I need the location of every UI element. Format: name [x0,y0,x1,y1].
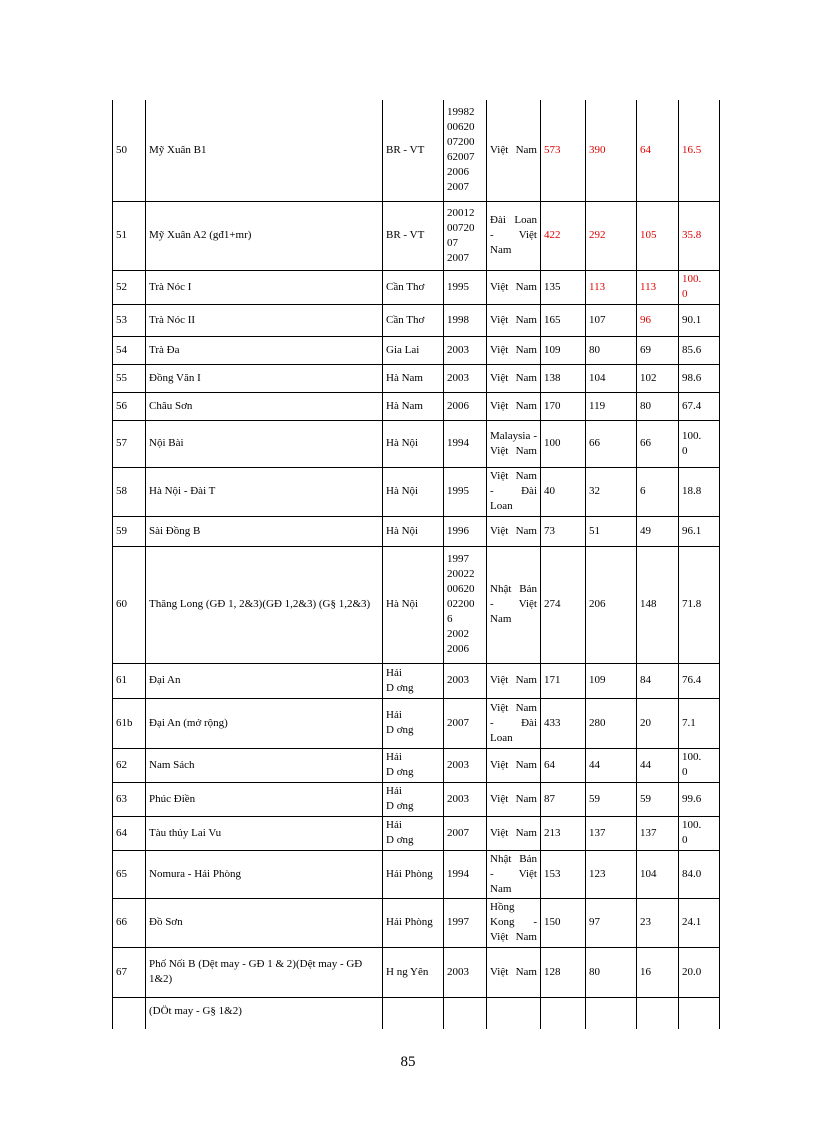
cell-name: Đồ Sơn [146,898,383,947]
table-row [113,546,720,663]
cell-value-1: 170 [541,392,586,420]
cell-year: 1996 [444,516,487,546]
cell-value-1: 213 [541,816,586,850]
cell-name: Mỹ Xuân A2 (gđ1+mr) [146,201,383,270]
cell-value-4: 84.0 [679,850,720,898]
cell-value-4: 96.1 [679,516,720,546]
cell-no: 55 [113,364,146,392]
cell-value-2 [586,997,637,1029]
cell-value-3: 49 [637,516,679,546]
cell-province: Hà Nội [383,420,444,467]
cell-value-4: 90.1 [679,304,720,336]
cell-value-1: 171 [541,663,586,698]
table-row [113,100,720,201]
table-row [113,997,720,1029]
cell-value-4: 100. 0 [679,270,720,304]
page-number: 85 [400,1054,416,1070]
cell-investor: Việt Nam [487,392,541,420]
cell-name: Châu Sơn [146,392,383,420]
cell-value-2: 280 [586,698,637,748]
cell-investor: Việt Nam - Đài Loan [487,698,541,748]
cell-province: Hà Nam [383,392,444,420]
cell-province: Hải Phòng [383,850,444,898]
cell-value-3: 20 [637,698,679,748]
cell-year: 1998 [444,304,487,336]
cell-value-3: 80 [637,392,679,420]
cell-year: 2003 [444,364,487,392]
cell-no: 50 [113,100,146,201]
cell-investor: Việt Nam [487,516,541,546]
cell-value-3: 105 [637,201,679,270]
cell-year: 2003 [444,947,487,997]
cell-name: Nomura - Hải Phòng [146,850,383,898]
cell-value-3: 69 [637,336,679,364]
cell-no: 59 [113,516,146,546]
cell-value-2: 107 [586,304,637,336]
cell-name: Đồng Văn I [146,364,383,392]
cell-province: Cần Thơ [383,270,444,304]
industrial-zones-table [112,100,720,1029]
table-row [113,663,720,698]
cell-value-2: 292 [586,201,637,270]
cell-investor: Việt Nam [487,270,541,304]
table-row [113,782,720,816]
cell-year: 20012 00720 07 2007 [444,201,487,270]
cell-no [113,997,146,1029]
cell-province: BR - VT [383,201,444,270]
cell-province: Hải D ơng [383,782,444,816]
cell-investor: Việt Nam [487,336,541,364]
cell-province: Hải D ơng [383,663,444,698]
cell-investor: Đài Loan - Việt Nam [487,201,541,270]
cell-year: 2007 [444,698,487,748]
cell-value-4: 76.4 [679,663,720,698]
cell-no: 65 [113,850,146,898]
cell-value-2: 123 [586,850,637,898]
cell-investor: Việt Nam [487,364,541,392]
cell-name: Đại An [146,663,383,698]
cell-name: Nam Sách [146,748,383,782]
cell-name: Thăng Long (GĐ 1, 2&3)(GĐ 1,2&3) (G§ 1,2&3) [146,546,383,663]
table-row [113,816,720,850]
cell-value-4: 18.8 [679,467,720,516]
cell-value-4: 100. 0 [679,748,720,782]
cell-name: Sài Đồng B [146,516,383,546]
cell-value-1: 109 [541,336,586,364]
table-row [113,467,720,516]
cell-value-3: 96 [637,304,679,336]
cell-value-2: 97 [586,898,637,947]
cell-year: 1994 [444,850,487,898]
cell-value-2: 109 [586,663,637,698]
cell-year: 1995 [444,270,487,304]
cell-no: 53 [113,304,146,336]
cell-name: Trà Nóc II [146,304,383,336]
cell-value-2: 80 [586,947,637,997]
cell-province: Hà Nội [383,516,444,546]
cell-value-1: 87 [541,782,586,816]
cell-no: 64 [113,816,146,850]
table-row [113,947,720,997]
cell-value-4: 100. 0 [679,420,720,467]
cell-name: (DÖt may - G§ 1&2) [146,997,383,1029]
cell-value-2: 206 [586,546,637,663]
cell-value-3: 64 [637,100,679,201]
cell-value-1 [541,997,586,1029]
cell-investor: Hồng Kong - Việt Nam [487,898,541,947]
cell-province [383,997,444,1029]
cell-investor: Việt Nam [487,947,541,997]
cell-value-1: 433 [541,698,586,748]
cell-value-3: 66 [637,420,679,467]
table-row [113,420,720,467]
table-row [113,336,720,364]
cell-value-2: 51 [586,516,637,546]
table-row [113,201,720,270]
cell-value-1: 128 [541,947,586,997]
cell-value-4: 99.6 [679,782,720,816]
cell-value-3: 23 [637,898,679,947]
cell-year [444,997,487,1029]
cell-value-3: 148 [637,546,679,663]
cell-province: Hải D ơng [383,816,444,850]
cell-no: 67 [113,947,146,997]
table-row [113,850,720,898]
cell-no: 66 [113,898,146,947]
cell-value-4 [679,997,720,1029]
cell-province: Hà Nội [383,546,444,663]
cell-year: 2003 [444,748,487,782]
cell-value-1: 573 [541,100,586,201]
cell-year: 2003 [444,663,487,698]
cell-no: 63 [113,782,146,816]
cell-value-3: 59 [637,782,679,816]
table-row [113,270,720,304]
cell-value-3: 84 [637,663,679,698]
cell-value-4: 98.6 [679,364,720,392]
table-row [113,364,720,392]
cell-year: 2007 [444,816,487,850]
cell-no: 56 [113,392,146,420]
cell-no: 51 [113,201,146,270]
cell-investor: Nhật Bản - Việt Nam [487,546,541,663]
cell-name: Đại An (mở rộng) [146,698,383,748]
table-row [113,304,720,336]
cell-value-2: 113 [586,270,637,304]
cell-investor [487,997,541,1029]
cell-name: Tàu thủy Lai Vu [146,816,383,850]
cell-value-4: 24.1 [679,898,720,947]
cell-value-1: 274 [541,546,586,663]
cell-no: 61b [113,698,146,748]
cell-province: Hà Nội [383,467,444,516]
cell-name: Phố Nối B (Dệt may - GĐ 1 & 2)(Dệt may - GĐ 1&2) [146,947,383,997]
cell-value-1: 135 [541,270,586,304]
cell-no: 61 [113,663,146,698]
cell-province: Hải D ơng [383,698,444,748]
cell-no: 58 [113,467,146,516]
cell-investor: Nhật Bản - Việt Nam [487,850,541,898]
cell-no: 60 [113,546,146,663]
cell-investor: Việt Nam - Đài Loan [487,467,541,516]
cell-value-3: 137 [637,816,679,850]
cell-value-2: 32 [586,467,637,516]
cell-value-2: 66 [586,420,637,467]
cell-investor: Malaysia - Việt Nam [487,420,541,467]
cell-investor: Việt Nam [487,816,541,850]
cell-value-1: 73 [541,516,586,546]
cell-value-4: 71.8 [679,546,720,663]
cell-year: 1995 [444,467,487,516]
cell-value-3: 113 [637,270,679,304]
cell-value-1: 150 [541,898,586,947]
cell-value-4: 16.5 [679,100,720,201]
cell-name: Hà Nội - Đài T [146,467,383,516]
cell-province: Hà Nam [383,364,444,392]
cell-no: 62 [113,748,146,782]
cell-investor: Việt Nam [487,782,541,816]
cell-no: 52 [113,270,146,304]
cell-name: Trà Nóc I [146,270,383,304]
cell-value-1: 100 [541,420,586,467]
cell-value-1: 64 [541,748,586,782]
cell-value-1: 153 [541,850,586,898]
cell-year: 1997 [444,898,487,947]
cell-province: Gia Lai [383,336,444,364]
cell-value-4: 85.6 [679,336,720,364]
cell-name: Mỹ Xuân B1 [146,100,383,201]
table-row [113,392,720,420]
cell-value-4: 67.4 [679,392,720,420]
cell-name: Trà Đa [146,336,383,364]
cell-value-1: 138 [541,364,586,392]
cell-investor: Việt Nam [487,663,541,698]
cell-value-1: 165 [541,304,586,336]
cell-year: 2003 [444,782,487,816]
cell-no: 57 [113,420,146,467]
cell-value-2: 390 [586,100,637,201]
cell-province: Hải D ơng [383,748,444,782]
cell-value-2: 119 [586,392,637,420]
cell-province: Cần Thơ [383,304,444,336]
cell-value-4: 100. 0 [679,816,720,850]
cell-value-4: 20.0 [679,947,720,997]
cell-value-2: 104 [586,364,637,392]
cell-value-3: 16 [637,947,679,997]
cell-year: 2006 [444,392,487,420]
cell-province: BR - VT [383,100,444,201]
cell-value-3: 104 [637,850,679,898]
cell-year: 1997 20022 00620 02200 6 2002 2006 [444,546,487,663]
cell-value-4: 35.8 [679,201,720,270]
cell-value-3: 6 [637,467,679,516]
cell-value-3 [637,997,679,1029]
table-row [113,698,720,748]
table-row [113,748,720,782]
cell-investor: Việt Nam [487,748,541,782]
table-row [113,516,720,546]
cell-investor: Việt Nam [487,100,541,201]
cell-province: Hải Phòng [383,898,444,947]
cell-value-1: 422 [541,201,586,270]
cell-value-2: 59 [586,782,637,816]
cell-year: 1994 [444,420,487,467]
table-body [113,100,720,1029]
cell-value-3: 44 [637,748,679,782]
cell-value-2: 44 [586,748,637,782]
cell-name: Phúc Điền [146,782,383,816]
cell-value-3: 102 [637,364,679,392]
table-row [113,898,720,947]
cell-name: Nội Bài [146,420,383,467]
cell-investor: Việt Nam [487,304,541,336]
cell-province: H ng Yên [383,947,444,997]
cell-value-4: 7.1 [679,698,720,748]
cell-value-2: 80 [586,336,637,364]
cell-no: 54 [113,336,146,364]
cell-year: 19982 00620 07200 62007 2006 2007 [444,100,487,201]
cell-year: 2003 [444,336,487,364]
cell-value-2: 137 [586,816,637,850]
cell-value-1: 40 [541,467,586,516]
